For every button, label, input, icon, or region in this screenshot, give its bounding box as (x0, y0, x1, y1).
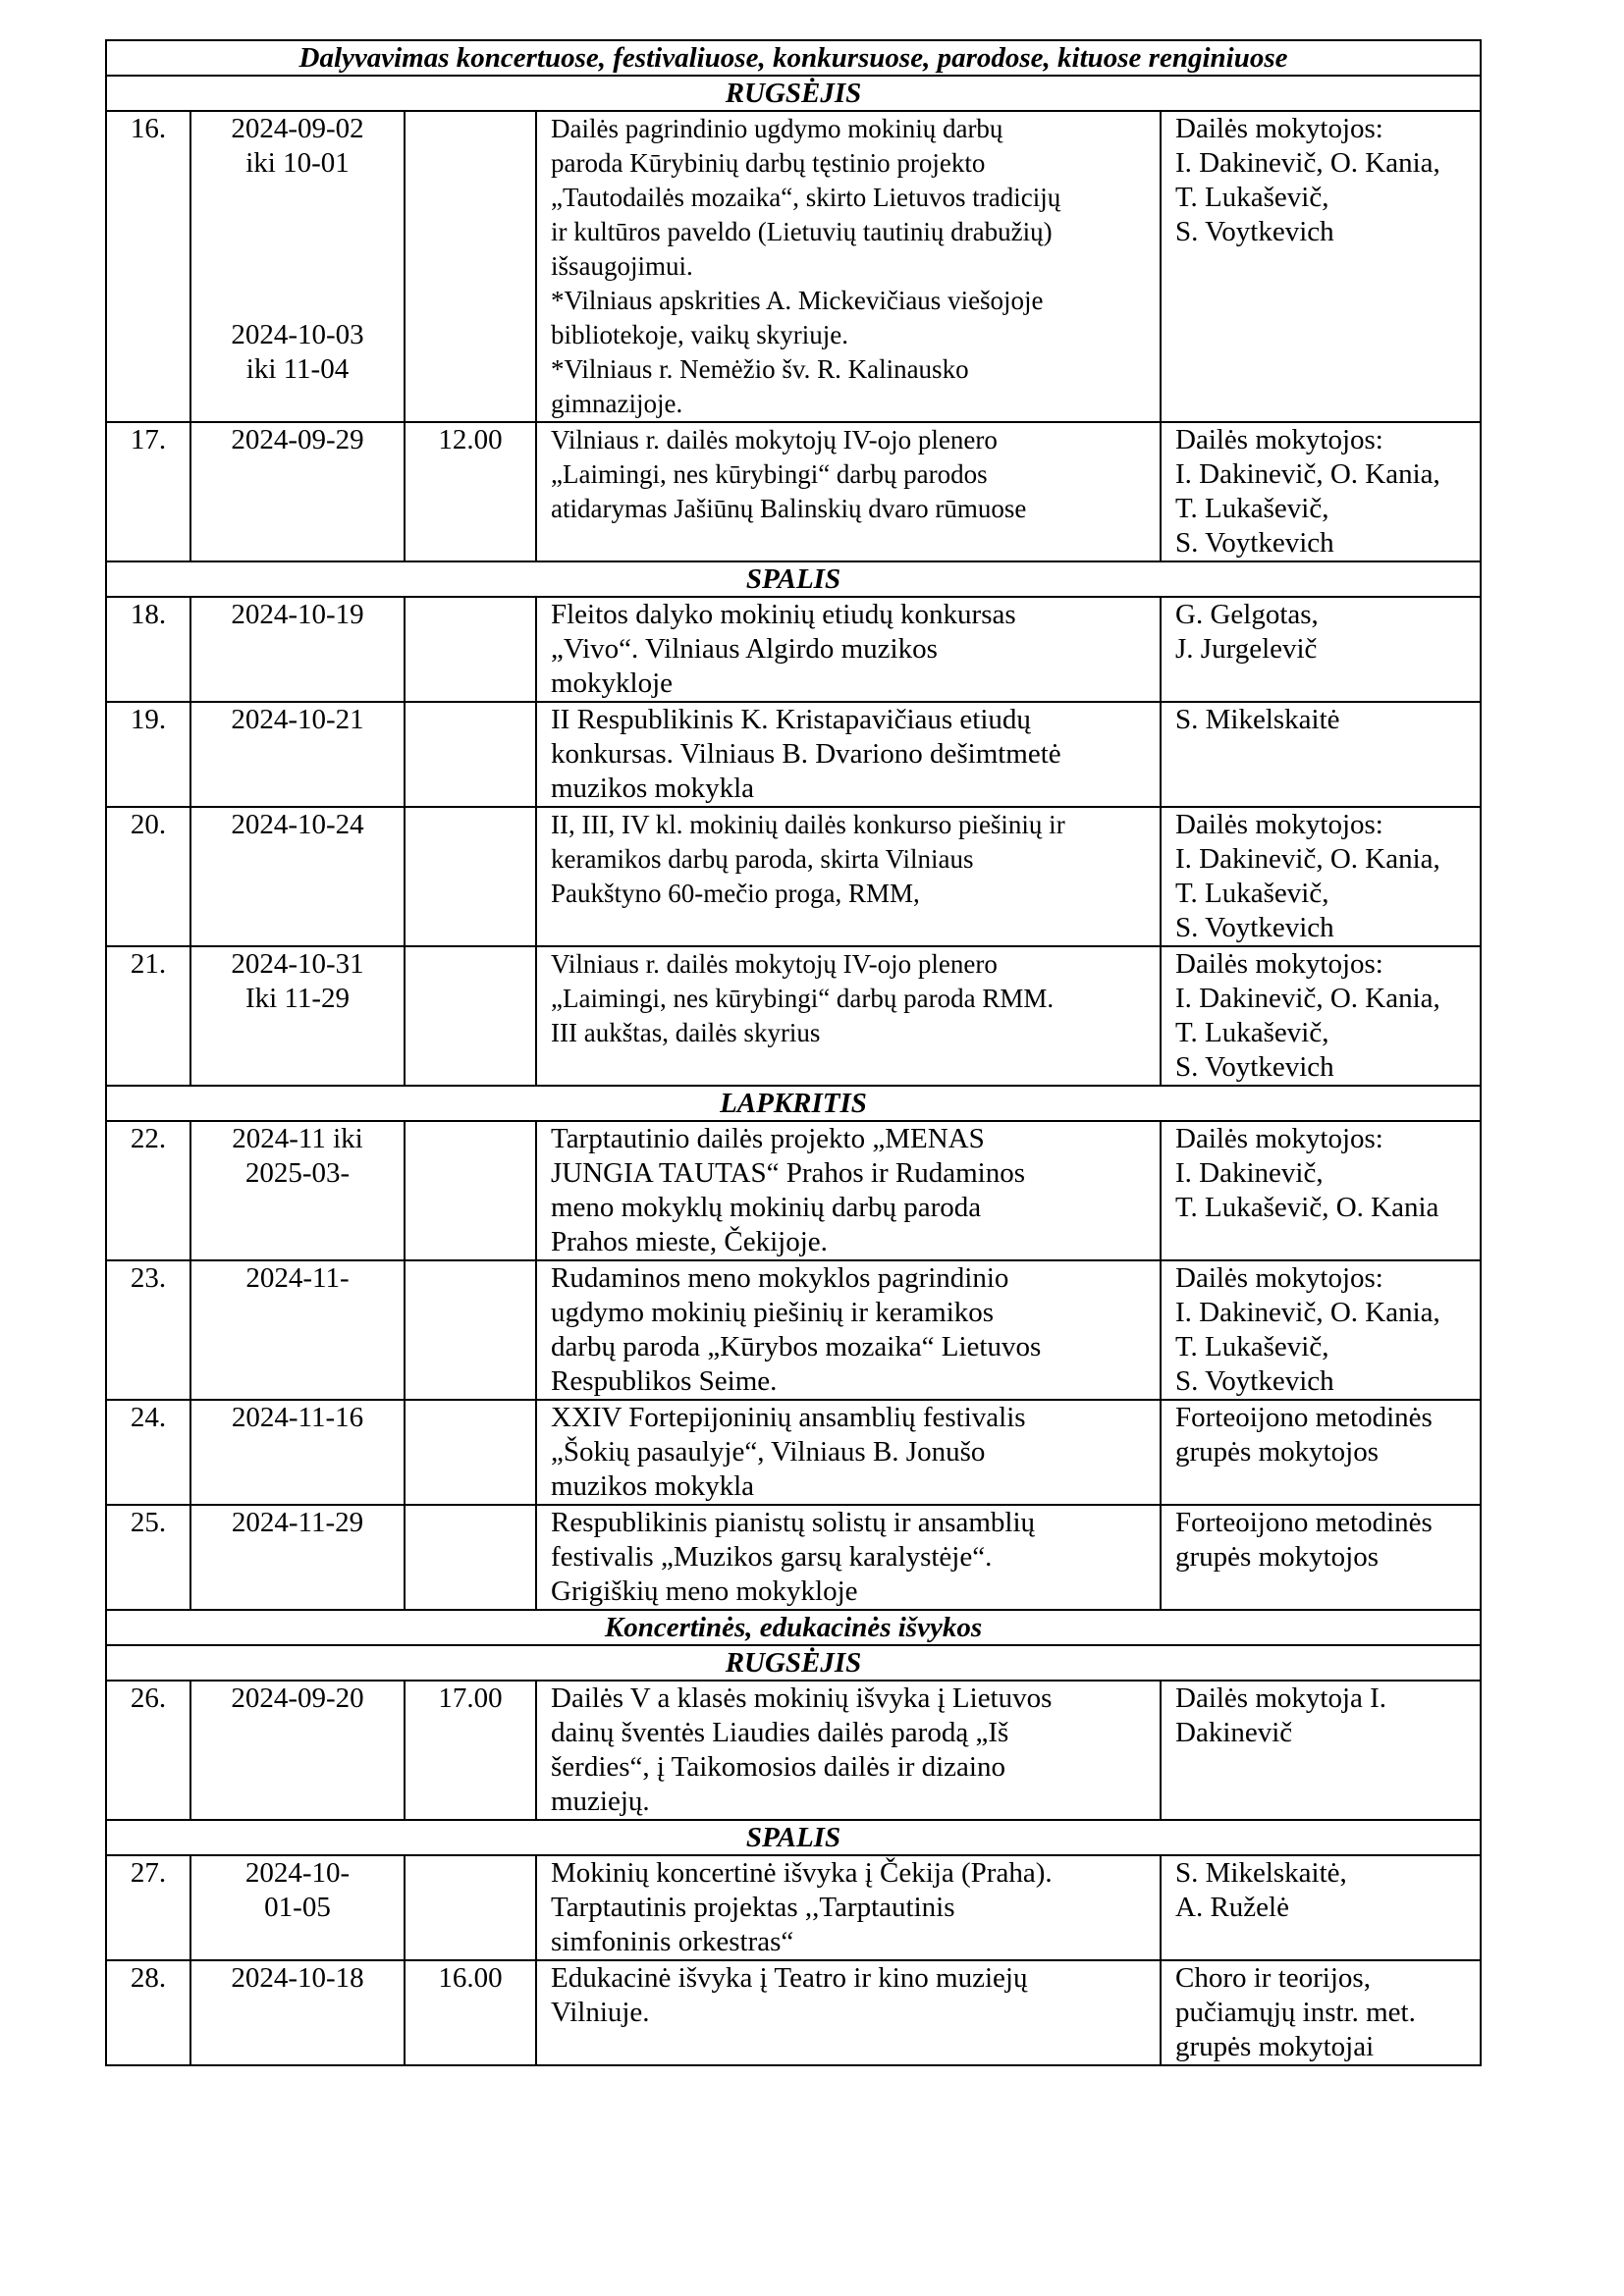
event-line: „Tautodailės mozaika“, skirto Lietuvos tradicijų (551, 183, 1061, 212)
responsible-line: S. Voytkevich (1175, 1365, 1334, 1397)
row-time (405, 111, 536, 422)
row-time: 12.00 (405, 422, 536, 561)
responsible-line: Dakinevič (1175, 1717, 1293, 1748)
row-number: 27. (106, 1855, 190, 1960)
row-date (190, 1260, 405, 1400)
row-event (536, 1505, 1161, 1610)
row-number: 24. (106, 1400, 190, 1505)
row-event (536, 1260, 1161, 1400)
date-line: Iki 11-29 (244, 983, 351, 1014)
event-line: „Šokių pasaulyje“, Vilniaus B. Jonušo (551, 1436, 986, 1468)
month-title: SPALIS (106, 561, 1481, 597)
responsible-line: T. Lukaševič, (1175, 1017, 1329, 1048)
event-line: Respublikos Seime. (551, 1365, 778, 1397)
row-number: 25. (106, 1505, 190, 1610)
event-line: keramikos darbų paroda, skirta Vilniaus (551, 844, 974, 874)
row-responsible (1161, 597, 1481, 702)
event-line: III aukštas, dailės skyrius (551, 1018, 821, 1047)
row-event (536, 702, 1161, 807)
responsible-line: I. Dakinevič, (1175, 1157, 1324, 1189)
event-line: „Vivo“. Vilniaus Algirdo muzikos (551, 633, 938, 665)
event-line: konkursas. Vilniaus B. Dvariono dešimtmetė (551, 738, 1061, 770)
event-line: simfoninis orkestras“ (551, 1926, 794, 1957)
responsible-line: Forteoijono metodinės (1175, 1402, 1433, 1433)
row-date (190, 807, 405, 946)
date-line (195, 249, 400, 284)
responsible-line: pučiamųjų instr. met. (1175, 1997, 1416, 2028)
table-row (106, 1121, 1481, 1260)
row-date (190, 946, 405, 1086)
event-line: Tarptautinio dailės projekto „MENAS (551, 1123, 985, 1154)
date-line: iki 11-04 (245, 353, 350, 385)
responsible-line: Dailės mokytojos: (1175, 809, 1383, 840)
section-header-row (106, 1610, 1481, 1645)
table-row (106, 702, 1481, 807)
row-time (405, 1400, 536, 1505)
responsible-line: Dailės mokytojos: (1175, 424, 1383, 455)
month-header-row (106, 1820, 1481, 1855)
row-number: 19. (106, 702, 190, 807)
date-line: 01-05 (264, 1892, 331, 1923)
responsible-line: Forteoijono metodinės (1175, 1507, 1433, 1538)
row-responsible (1161, 1260, 1481, 1400)
row-responsible (1161, 1400, 1481, 1505)
month-title: RUGSĖJIS (106, 76, 1481, 111)
date-line: 2024-10-03 (231, 319, 364, 350)
row-time (405, 1505, 536, 1610)
row-responsible (1161, 1121, 1481, 1260)
responsible-line: T. Lukaševič, (1175, 493, 1329, 524)
date-line (195, 181, 400, 215)
responsible-line: grupės mokytojos (1175, 1436, 1380, 1468)
date-line: 2024-10- (244, 1857, 351, 1889)
date-line: 2024-10-24 (231, 809, 364, 840)
month-header-row (106, 76, 1481, 111)
table-row (106, 1681, 1481, 1820)
event-line: dainų šventės Liaudies dailės parodą „Iš (551, 1717, 1009, 1748)
date-line: 2024-09-02 (231, 113, 364, 144)
responsible-line: Choro ir teorijos, (1175, 1962, 1371, 1994)
section-title: Dalyvavimas koncertuose, festivaliuose, konkursuose, parodose, kituose renginiuose (106, 40, 1481, 76)
row-date (190, 111, 405, 422)
event-line: gimnazijoje. (551, 389, 683, 418)
event-line: ir kultūros paveldo (Lietuvių tautinių drabužių) (551, 217, 1053, 246)
table-row (106, 946, 1481, 1086)
table-row (106, 807, 1481, 946)
responsible-line: J. Jurgelevič (1175, 633, 1318, 665)
event-line: išsaugojimui. (551, 251, 693, 281)
date-line: 2024-09-20 (231, 1682, 364, 1714)
section-header-row (106, 40, 1481, 76)
row-event (536, 946, 1161, 1086)
event-line: Edukacinė išvyka į Teatro ir kino muziejų (551, 1962, 1028, 1994)
responsible-line: Dailės mokytoja I. (1175, 1682, 1387, 1714)
responsible-line: Dailės mokytojos: (1175, 1123, 1383, 1154)
month-title: SPALIS (106, 1820, 1481, 1855)
table-row (106, 1960, 1481, 2065)
table-row (106, 1855, 1481, 1960)
table-row (106, 1400, 1481, 1505)
events-table (105, 39, 1482, 2066)
date-line: iki 10-01 (245, 147, 350, 179)
event-line: Vilniuje. (551, 1997, 650, 2028)
row-responsible (1161, 702, 1481, 807)
responsible-line: T. Lukaševič, (1175, 878, 1329, 909)
month-header-row (106, 1086, 1481, 1121)
event-line: Paukštyno 60-mečio proga, RMM, (551, 879, 920, 908)
row-date (190, 702, 405, 807)
row-number: 23. (106, 1260, 190, 1400)
event-line: šerdies“, į Taikomosios dailės ir dizaino (551, 1751, 1005, 1783)
event-line: II Respublikinis K. Kristapavičiaus etiudų (551, 704, 1031, 735)
event-line: ugdymo mokinių piešinių ir keramikos (551, 1297, 995, 1328)
table-row (106, 422, 1481, 561)
event-line: II, III, IV kl. mokinių dailės konkurso piešinių ir (551, 810, 1065, 839)
row-event (536, 1855, 1161, 1960)
row-responsible (1161, 1960, 1481, 2065)
row-date (190, 1855, 405, 1960)
row-number: 20. (106, 807, 190, 946)
responsible-line: I. Dakinevič, O. Kania, (1175, 843, 1440, 875)
row-number: 16. (106, 111, 190, 422)
responsible-line: Dailės mokytojos: (1175, 113, 1383, 144)
responsible-line: S. Mikelskaitė, (1175, 1857, 1347, 1889)
row-responsible (1161, 422, 1481, 561)
date-line: 2024-10-21 (231, 704, 364, 735)
section-title: Koncertinės, edukacinės išvykos (106, 1610, 1481, 1645)
row-time: 16.00 (405, 1960, 536, 2065)
row-responsible (1161, 1505, 1481, 1610)
row-responsible (1161, 1681, 1481, 1820)
row-responsible (1161, 111, 1481, 422)
event-line: paroda Kūrybinių darbų tęstinio projekto (551, 148, 986, 178)
row-event (536, 1121, 1161, 1260)
date-line: 2024-11- (245, 1262, 350, 1294)
event-line: JUNGIA TAUTAS“ Prahos ir Rudaminos (551, 1157, 1025, 1189)
row-date (190, 1505, 405, 1610)
event-line: Prahos mieste, Čekijoje. (551, 1226, 828, 1257)
event-line: muzikos mokykla (551, 773, 755, 804)
event-line: bibliotekoje, vaikų skyriuje. (551, 320, 848, 349)
table-row (106, 597, 1481, 702)
event-line: Vilniaus r. dailės mokytojų IV-ojo plenero (551, 949, 998, 979)
responsible-line: Dailės mokytojos: (1175, 1262, 1383, 1294)
event-line: Vilniaus r. dailės mokytojų IV-ojo plenero (551, 425, 998, 454)
month-header-row (106, 1645, 1481, 1681)
date-line: 2025-03- (244, 1157, 351, 1189)
responsible-line: S. Voytkevich (1175, 912, 1334, 943)
row-responsible (1161, 807, 1481, 946)
date-line (195, 215, 400, 249)
event-line: „Laimingi, nes kūrybingi“ darbų parodos (551, 459, 988, 489)
date-line: 2024-10-19 (231, 599, 364, 630)
events-table-body (106, 40, 1481, 2065)
event-line: muziejų. (551, 1786, 650, 1817)
row-time (405, 597, 536, 702)
row-event (536, 1681, 1161, 1820)
event-line: Mokinių koncertinė išvyka į Čekija (Praha). (551, 1857, 1053, 1889)
row-time (405, 1121, 536, 1260)
responsible-line: G. Gelgotas, (1175, 599, 1319, 630)
responsible-line: S. Mikelskaitė (1175, 704, 1340, 735)
row-number: 26. (106, 1681, 190, 1820)
responsible-line: I. Dakinevič, O. Kania, (1175, 983, 1440, 1014)
date-line: 2024-09-29 (231, 424, 364, 455)
row-number: 17. (106, 422, 190, 561)
row-time: 17.00 (405, 1681, 536, 1820)
date-line: 2024-11-29 (231, 1507, 364, 1538)
event-line: Dailės pagrindinio ugdymo mokinių darbų (551, 114, 1003, 143)
table-row (106, 1505, 1481, 1610)
row-date (190, 1121, 405, 1260)
row-event (536, 1400, 1161, 1505)
event-line: „Laimingi, nes kūrybingi“ darbų paroda RMM. (551, 984, 1055, 1013)
responsible-line: T. Lukaševič, (1175, 182, 1329, 213)
event-line: darbų paroda „Kūrybos mozaika“ Lietuvos (551, 1331, 1042, 1362)
row-event (536, 422, 1161, 561)
event-line: atidarymas Jašiūnų Balinskių dvaro rūmuose (551, 494, 1027, 523)
row-time (405, 1855, 536, 1960)
row-responsible (1161, 946, 1481, 1086)
event-line: mokykloje (551, 667, 674, 699)
event-line: Respublikinis pianistų solistų ir ansamblių (551, 1507, 1035, 1538)
row-date (190, 422, 405, 561)
responsible-line: S. Voytkevich (1175, 1051, 1334, 1083)
date-line: 2024-10-31 (231, 948, 364, 980)
responsible-line: A. Ruželė (1175, 1892, 1289, 1923)
responsible-line: T. Lukaševič, (1175, 1331, 1329, 1362)
row-event (536, 807, 1161, 946)
row-time (405, 946, 536, 1086)
event-line: Tarptautinis projektas ,,Tarptautinis (551, 1892, 955, 1923)
event-line: meno mokyklų mokinių darbų paroda (551, 1192, 982, 1223)
responsible-line: S. Voytkevich (1175, 216, 1334, 247)
row-time (405, 1260, 536, 1400)
row-date (190, 1960, 405, 2065)
responsible-line: grupės mokytojos (1175, 1541, 1380, 1573)
row-number: 28. (106, 1960, 190, 2065)
event-line: Rudaminos meno mokyklos pagrindinio (551, 1262, 1009, 1294)
event-line: XXIV Fortepijoninių ansamblių festivalis (551, 1402, 1026, 1433)
row-time (405, 702, 536, 807)
event-line: *Vilniaus r. Nemėžio šv. R. Kalinausko (551, 354, 969, 384)
row-number: 22. (106, 1121, 190, 1260)
responsible-line: I. Dakinevič, O. Kania, (1175, 458, 1440, 490)
responsible-line: T. Lukaševič, O. Kania (1175, 1192, 1439, 1223)
month-title: RUGSĖJIS (106, 1645, 1481, 1681)
row-date (190, 1400, 405, 1505)
event-line: Grigiškių meno mokykloje (551, 1575, 858, 1607)
responsible-line: I. Dakinevič, O. Kania, (1175, 147, 1440, 179)
responsible-line: S. Voytkevich (1175, 527, 1334, 559)
event-line: muzikos mokykla (551, 1470, 755, 1502)
responsible-line: Dailės mokytojos: (1175, 948, 1383, 980)
row-date (190, 1681, 405, 1820)
month-title: LAPKRITIS (106, 1086, 1481, 1121)
date-line: 2024-11 iki (232, 1123, 363, 1154)
event-line: festivalis „Muzikos garsų karalystėje“. (551, 1541, 993, 1573)
row-number: 18. (106, 597, 190, 702)
event-line: *Vilniaus apskrities A. Mickevičiaus viešojoje (551, 286, 1044, 315)
row-event (536, 1960, 1161, 2065)
date-line: 2024-10-18 (231, 1962, 364, 1994)
row-date (190, 597, 405, 702)
row-responsible (1161, 1855, 1481, 1960)
responsible-line: I. Dakinevič, O. Kania, (1175, 1297, 1440, 1328)
responsible-line: grupės mokytojai (1175, 2031, 1375, 2062)
row-event (536, 597, 1161, 702)
row-event (536, 111, 1161, 422)
event-line: Dailės V a klasės mokinių išvyka į Lietuvos (551, 1682, 1053, 1714)
date-line (195, 284, 400, 318)
date-line: 2024-11-16 (231, 1402, 364, 1433)
row-time (405, 807, 536, 946)
event-line: Fleitos dalyko mokinių etiudų konkursas (551, 599, 1016, 630)
table-row (106, 111, 1481, 422)
month-header-row (106, 561, 1481, 597)
schedule-page (105, 39, 1480, 2066)
table-row (106, 1260, 1481, 1400)
row-number: 21. (106, 946, 190, 1086)
